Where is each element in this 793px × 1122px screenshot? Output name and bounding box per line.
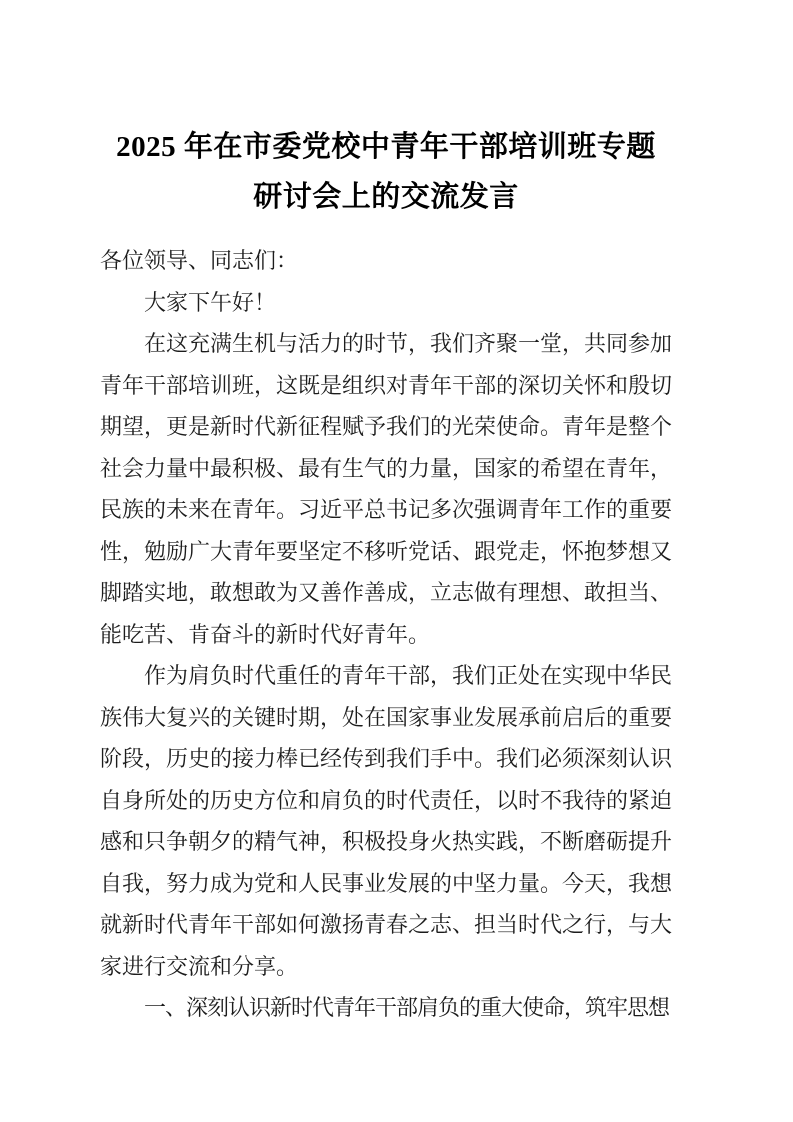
document-body <box>100 240 672 1029</box>
document-title-line-1: 2025 年在市委党校中青年干部培训班专题 <box>116 131 656 163</box>
greeting-paragraph: 大家下午好！ <box>144 289 277 315</box>
salutation-paragraph: 各位领导、同志们： <box>100 248 299 273</box>
body-paragraph-1: 在这充满生机与活力的时节，我们齐聚一堂，共同参加青年干部培训班，这既是组织对青年干部的深切关怀和殷切期望，更是新时代新征程赋予我们的光荣使命。青年是整个社会力量中最积极、最有生气的力量，国家的希望在青年，民族的未来在青年。习近平总书记多次强调青年工作的重要性，勉励广大青年要坚定不移听党话、跟党走，怀抱梦想又脚踏实地，敢想敢为又善作善成，立志做有理想、敢担当、能吃苦、肯奋斗的新时代好青年。 <box>100 331 673 647</box>
body-paragraph-2: 作为肩负时代重任的青年干部，我们正处在实现中华民族伟大复兴的关键时期，处在国家事业发展承前启后的重要阶段，历史的接力棒已经传到我们手中。我们必须深刻认识自身所处的历史方位和肩负的时代责任，以时不我待的紧迫感和只争朝夕的精气神，积极投身火热实践，不断磨砺提升自我，努力成为党和人民事业发展的中坚力量。今天，我想就新时代青年干部如何激扬青春之志、担当时代之行，与大家进行交流和分享。 <box>100 663 673 979</box>
document-title-line-2: 研讨会上的交流发言 <box>253 181 519 213</box>
section-1-heading: 一、深刻认识新时代青年干部肩负的重大使命，筑牢思想 <box>144 995 670 1020</box>
document-title <box>100 122 672 222</box>
